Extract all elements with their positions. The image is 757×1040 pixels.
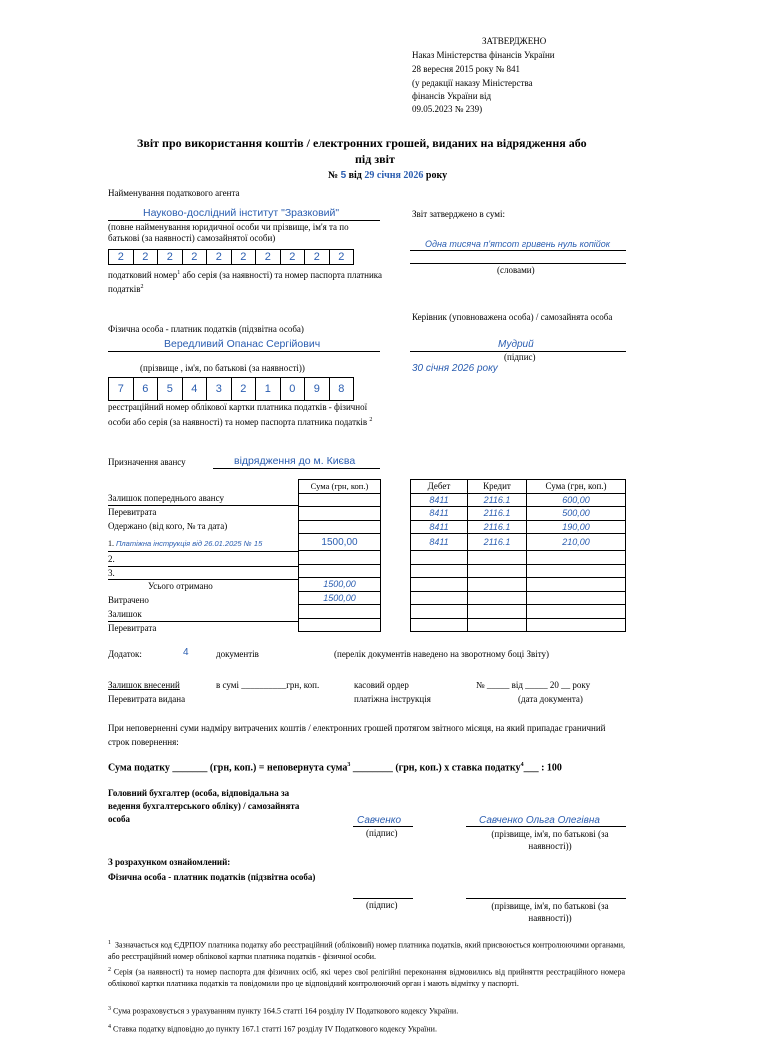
agent-code-caption — [108, 267, 388, 295]
acquainted-label: Фізична особа - платник податків (підзвітна особа) — [108, 872, 316, 882]
agent-code-caption-text2: або серія (за наявності) та номер паспорта платника податків — [108, 270, 383, 294]
approval-line: 28 вересня 2015 року № 841 — [412, 64, 520, 74]
digit-cell: 2 — [182, 250, 207, 264]
left-sum-cell — [299, 605, 381, 619]
table-row — [411, 578, 626, 592]
accountant-signature: Савченко — [357, 815, 402, 826]
sum-cell — [527, 605, 626, 619]
report-title: Звіт про використання коштів / електронних грошей, виданих на відрядження або — [137, 136, 587, 150]
accountant-label: Головний бухгалтер (особа, відповідальна за ведення бухгалтерського обліку) / самозайнята особа — [108, 788, 300, 824]
approved-sum-words: Одна тисяча п'ятсот гривень нуль копійок — [425, 239, 611, 249]
approval-line: Наказ Міністерства фінансів України — [412, 50, 555, 60]
table-row — [411, 591, 626, 605]
row-num: 1. — [108, 539, 114, 548]
table-row — [411, 564, 626, 578]
credit-cell — [468, 564, 527, 578]
payment-instruction: платіжна інструкція — [354, 694, 431, 704]
footnote-num: 1 — [108, 940, 111, 946]
digit-cell: 2 — [255, 250, 280, 264]
accounting-header: Дебет — [411, 480, 468, 494]
footnote — [108, 938, 625, 962]
report-number: 5 — [340, 170, 347, 181]
left-row-label: Усього отримано — [148, 581, 213, 591]
left-row-label: 3. — [108, 568, 115, 578]
left-sum-cell — [299, 564, 381, 578]
digit-cell: 2 — [108, 250, 133, 264]
doc-date-caption: (дата документа) — [518, 694, 583, 704]
advance-label: Призначення авансу — [108, 457, 186, 467]
sum-cell: 190,00 — [527, 520, 626, 534]
accounting-header: Кредит — [468, 480, 527, 494]
report-month: січня — [376, 170, 401, 181]
agent-code-cells — [108, 249, 354, 265]
remainder-sum: в сумі __________грн, коп. — [216, 680, 320, 690]
approval-line: 09.05.2023 № 239) — [412, 104, 483, 114]
nonreturn-text: При неповерненні суми надміру витрачених коштів / електронних грошей протягом звітного місяця, на який припадає граничний строк повернення: — [108, 723, 606, 747]
credit-cell: 2116.1 — [468, 493, 527, 507]
sum-cell — [527, 551, 626, 565]
report-year-suffix: року — [425, 170, 448, 181]
digit-cell: 2 — [280, 250, 305, 264]
left-row-label: Одержано (від кого, № та дата) — [108, 521, 228, 531]
credit-cell: 2116.1 — [468, 520, 527, 534]
credit-cell — [468, 605, 527, 619]
left-sum-cell — [299, 520, 381, 534]
tax-formula-part: ___ : 100 — [523, 762, 562, 774]
digit-cell: 9 — [304, 378, 329, 400]
advance-value: відрядження до м. Києва — [234, 455, 356, 467]
table-row — [411, 520, 626, 534]
table-row — [411, 605, 626, 619]
left-row-label: Перевитрата — [108, 507, 157, 517]
left-sum-cell: 1500,00 — [299, 591, 381, 605]
sum-cell: 600,00 — [527, 493, 626, 507]
tax-formula-part: Сума податку _______ (грн, коп.) = неповернута сума — [108, 762, 348, 774]
debit-cell — [411, 551, 468, 565]
acquainted-name-caption: (прізвище, ім'я, по батькові (за наявності)) — [491, 901, 609, 923]
person-digits-caption-text: реєстраційний номер облікової картки платника податків - фізичної особи або серія (за наявності) та номер паспорта платника податків — [108, 402, 368, 427]
left-sum-cell — [299, 618, 381, 632]
accountant-name-caption: (прізвище, ім'я, по батькові (за наявності)) — [491, 829, 609, 851]
footnote-ref: 1 — [177, 270, 181, 276]
head-signature: Мудрий — [498, 339, 534, 350]
left-sum-cell — [299, 493, 381, 507]
head-sign-caption: (підпис) — [504, 352, 536, 362]
credit-cell — [468, 618, 527, 632]
sum-cell — [527, 618, 626, 632]
acquainted-sign-caption: (підпис) — [366, 900, 398, 910]
left-row-label: Залишок попереднього авансу — [108, 493, 224, 503]
debit-cell: 8411 — [411, 534, 468, 551]
sum-cell: 500,00 — [527, 507, 626, 521]
credit-cell: 2116.1 — [468, 507, 527, 521]
table-row — [411, 534, 626, 551]
agent-label: Найменування податкового агента — [108, 188, 240, 198]
sum-cell — [527, 564, 626, 578]
head-label: Керівник (уповноважена особа) / самозайнята особа — [412, 312, 613, 322]
footnote-text: Зазначається код ЄДРПОУ платника податку або реєстраційний (обліковий) номер платника податків, який присвоюється контролюючими органами, або реєстраційний номер облікової картки платника податків - фізичної особи. — [108, 940, 625, 961]
attachment-count: 4 — [183, 647, 189, 658]
digit-cell: 6 — [133, 378, 158, 400]
report-date-prefix: від — [348, 170, 362, 181]
left-row-label: Витрачено — [108, 595, 149, 605]
left-sum-cell: 1500,00 — [299, 578, 381, 592]
footnote — [108, 1022, 625, 1035]
report-number-line — [328, 170, 447, 181]
sum-cell — [527, 591, 626, 605]
footnote-ref: 3 — [347, 762, 351, 768]
table-row — [411, 618, 626, 632]
digit-cell: 2 — [231, 250, 256, 264]
footnote-ref: 4 — [520, 762, 524, 768]
left-sum-cell — [299, 551, 381, 565]
credit-cell — [468, 551, 527, 565]
sum-cell — [527, 578, 626, 592]
debit-cell — [411, 605, 468, 619]
agent-name: Науково-дослідний інститут "Зразковий" — [143, 207, 340, 219]
debit-cell: 8411 — [411, 507, 468, 521]
digit-cell: 2 — [304, 250, 329, 264]
footnote-num: 4 — [108, 1024, 111, 1030]
person-digits-caption — [108, 401, 380, 429]
debit-cell: 8411 — [411, 520, 468, 534]
person-hint: (прізвище , ім'я, по батькові (за наявності)) — [140, 363, 305, 373]
acquainted-title: З розрахунком ознайомлений: — [108, 857, 231, 867]
accountant-name: Савченко Ольга Олегівна — [479, 815, 600, 826]
footnote-num: 3 — [108, 1006, 111, 1012]
person-digit-cells — [108, 377, 354, 401]
report-title-line2: під звіт — [355, 152, 395, 166]
left-sum-header: Сума (грн, коп.) — [299, 480, 381, 494]
table-row — [411, 493, 626, 507]
left-row-label: Перевитрата — [108, 623, 157, 633]
debit-cell — [411, 578, 468, 592]
table-row — [411, 551, 626, 565]
approval-date: 30 січня 2026 року — [412, 363, 498, 374]
approval-line: (у редакції наказу Міністерства — [412, 78, 533, 88]
agent-hint: (повне найменування юридичної особи чи прізвище, ім'я та по батькові (за наявності) самозайнятої особи) — [108, 222, 349, 243]
report-day: 29 — [364, 170, 375, 181]
agent-code-caption-text: податковий номер — [108, 270, 178, 280]
tax-formula — [108, 762, 562, 773]
debit-cell — [411, 591, 468, 605]
accountant-sign-caption: (підпис) — [366, 828, 398, 838]
report-number-prefix: № — [328, 170, 339, 181]
footnote-text: Серія (за наявності) та номер паспорта для фізичних осіб, які через свої релігійні переконання відмовились від прийняття реєстраційного номера облікової картки платника податків та повідомили про це відповідний контролюючий орган і мають відмітку у паспорті. — [108, 967, 625, 988]
credit-cell — [468, 578, 527, 592]
footnote-ref: 2 — [369, 417, 373, 423]
approval-title: ЗАТВЕРДЖЕНО — [482, 36, 547, 46]
attachment-docs: документів — [216, 649, 259, 659]
digit-cell: 2 — [133, 250, 158, 264]
digit-cell: 2 — [329, 250, 355, 264]
digit-cell: 1 — [255, 378, 280, 400]
credit-cell: 2116.1 — [468, 534, 527, 551]
table-row — [411, 507, 626, 521]
attachment-label: Додаток: — [108, 649, 142, 659]
person-name: Вередливий Опанас Сергійович — [164, 338, 321, 350]
footnote-text: Сума розраховується з урахуванням пункту 164.5 статті 164 розділу IV Податкового кодексу України. — [113, 1006, 459, 1016]
debit-cell: 8411 — [411, 493, 468, 507]
digit-cell: 2 — [231, 378, 256, 400]
tax-formula-part: ________ (грн, коп.) х ставка податку — [350, 762, 521, 774]
digit-cell: 0 — [280, 378, 305, 400]
left-row-label — [108, 539, 262, 548]
digit-cell: 7 — [108, 378, 133, 400]
credit-cell — [468, 591, 527, 605]
accounting-header: Сума (грн, коп.) — [527, 480, 626, 494]
digit-cell: 5 — [157, 378, 182, 400]
footnote — [108, 965, 625, 989]
digit-cell: 8 — [329, 378, 355, 400]
left-sum-cell: 1500,00 — [299, 534, 381, 551]
left-sum-cell — [299, 507, 381, 521]
digit-cell: 4 — [182, 378, 207, 400]
overspend-issued: Перевитрата видана — [108, 694, 186, 704]
footnote-ref: 2 — [140, 284, 144, 290]
footnote — [108, 1004, 625, 1017]
debit-cell — [411, 618, 468, 632]
footnote-text: Ставка податку відповідно до пункту 167.1 статті 167 розділу IV Податкового кодексу України. — [113, 1024, 437, 1034]
words-caption: (словами) — [497, 265, 535, 275]
footnote-num: 2 — [108, 967, 111, 973]
approved-sum-label: Звіт затверджено в сумі: — [412, 209, 505, 219]
doc-number-date: № _____ від _____ 20 __ року — [476, 680, 591, 690]
sum-cell: 210,00 — [527, 534, 626, 551]
accounting-table — [410, 479, 626, 632]
left-row-label: 2. — [108, 554, 115, 564]
report-year: 2026 — [403, 170, 424, 181]
left-row-label: Залишок — [108, 609, 142, 619]
digit-cell: 3 — [206, 378, 231, 400]
left-sum-table — [298, 479, 381, 632]
approval-line: фінансів України від — [412, 91, 492, 101]
attachment-note: (перелік документів наведено на зворотному боці Звіту) — [334, 649, 550, 659]
digit-cell: 2 — [157, 250, 182, 264]
remainder-deposited: Залишок внесений — [108, 680, 180, 690]
debit-cell — [411, 564, 468, 578]
digit-cell: 2 — [206, 250, 231, 264]
payment-ref: Платіжна інструкція від 26.01.2025 № 15 — [116, 539, 263, 548]
person-label: Фізична особа - платник податків (підзвітна особа) — [108, 324, 304, 334]
cash-order: касовий ордер — [354, 680, 409, 690]
